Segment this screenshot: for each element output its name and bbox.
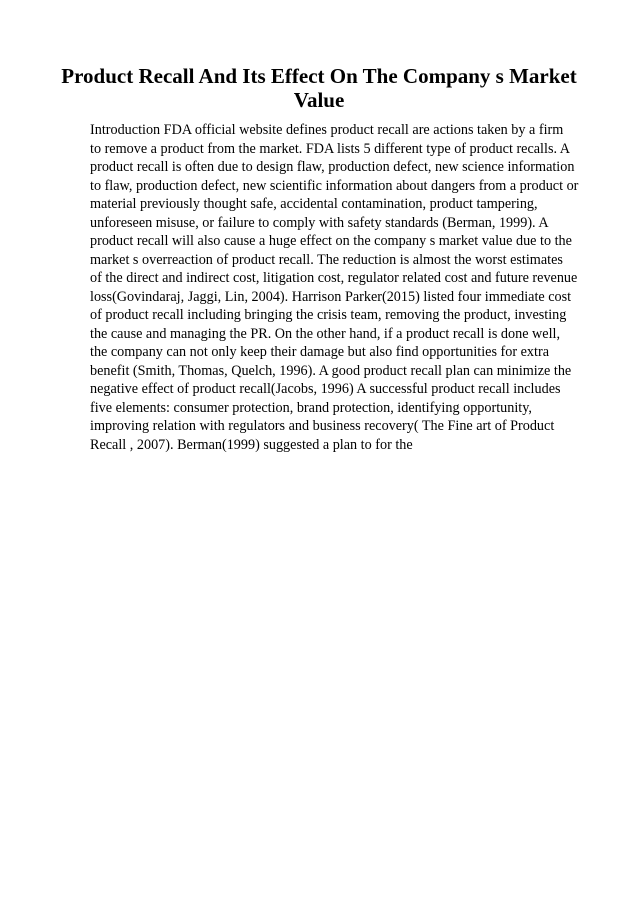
body-line: improving relation with regulators and business recovery( The Fine art of Product <box>90 418 555 434</box>
body-line: of product recall including bringing the crisis team, removing the product, investing <box>90 307 567 323</box>
body-line: five elements: consumer protection, brand protection, identifying opportunity, <box>90 399 532 416</box>
body-line: material previously thought safe, accidental contamination, product tampering, <box>90 196 538 212</box>
document-title <box>60 64 578 112</box>
body-line: loss(Govindaraj, Jaggi, Lin, 2004). Harrison Parker(2015) listed four immediate cost <box>90 288 572 305</box>
body-line: Introduction FDA official website defines product recall are actions taken by a firm <box>90 122 564 138</box>
body-line: negative effect of product recall(Jacobs, 1996) A successful product recall includes <box>90 381 561 397</box>
body-line: Recall , 2007). Berman(1999) suggested a plan to for the <box>90 436 413 453</box>
body-line: of the direct and indirect cost, litigation cost, regulator related cost and future revenue <box>90 270 578 286</box>
body-line: the cause and managing the PR. On the other hand, if a product recall is done well, <box>90 325 561 342</box>
title-line-2: Value <box>293 88 345 112</box>
body-line: benefit (Smith, Thomas, Quelch, 1996). A good product recall plan can minimize the <box>90 362 572 379</box>
body-line: to flaw, production defect, new scientific information about dangers from a product or <box>90 177 579 194</box>
body-paragraph <box>90 121 610 454</box>
body-line: unforeseen misuse, or failure to comply with safety standards (Berman, 1999). A <box>90 214 549 231</box>
body-line: market s overreaction of product recall. The reduction is almost the worst estimates <box>90 251 563 268</box>
body-line: product recall is often due to design flaw, production defect, new science information <box>90 159 575 175</box>
body-line: product recall will also cause a huge effect on the company s market value due to the <box>90 233 572 249</box>
body-line: to remove a product from the market. FDA lists 5 different type of product recalls. A <box>90 140 571 157</box>
body-line: the company can not only keep their damage but also find opportunities for extra <box>90 344 549 360</box>
title-line-1: Product Recall And Its Effect On The Company s Market <box>61 64 577 88</box>
